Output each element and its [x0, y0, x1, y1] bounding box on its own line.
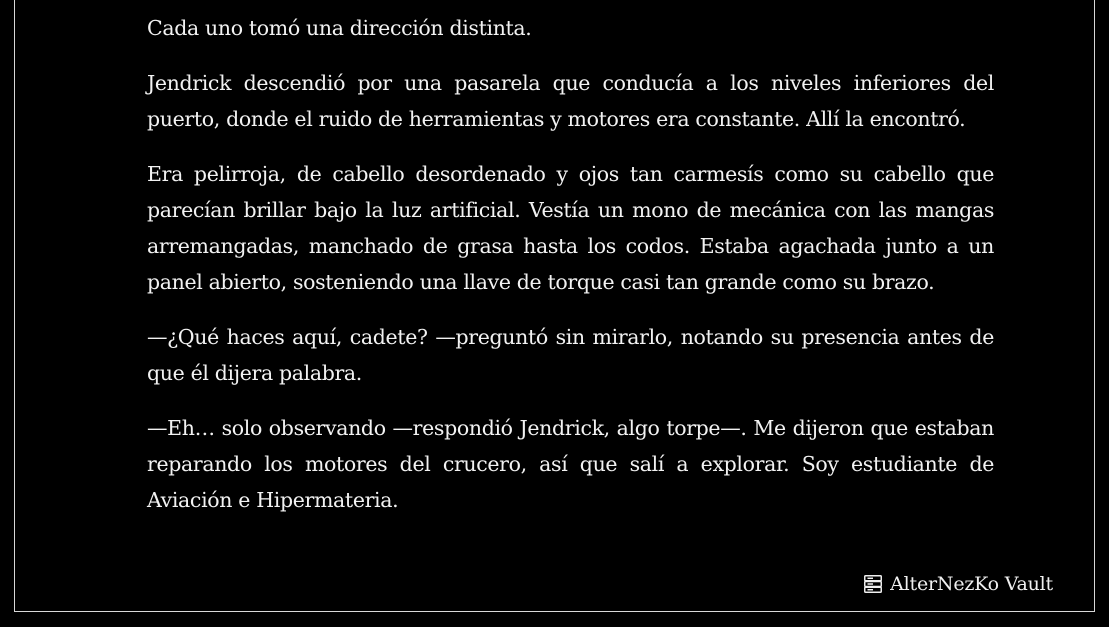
paragraph-3: Era pelirroja, de cabello desordenado y ojos tan carmesís como su cabello que parecían brillar bajo la luz artificial. Vestía un mono de mecánica con las mangas arremangadas, manchado de grasa hasta los codos. Estaba agachada junto a un panel abierto, sosteniendo una llave de torque casi tan grande como su brazo. [147, 162, 994, 294]
page-frame [14, 0, 1095, 612]
paragraph-2: Jendrick descendió por una pasarela que conducía a los niveles inferiores del puerto, donde el ruido de herramientas y motores era constante. Allí la encontró. [147, 71, 994, 131]
watermark-label: AlterNezKo Vault [890, 573, 1053, 595]
watermark [862, 573, 1053, 595]
paragraph-4: —¿Qué haces aquí, cadete? —preguntó sin mirarlo, notando su presencia antes de que él dijera palabra. [147, 325, 994, 385]
server-stack-icon [862, 573, 884, 595]
paragraph-5: —Eh… solo observando —respondió Jendrick, algo torpe—. Me dijeron que estaban reparando los motores del crucero, así que salí a explorar. Soy estudiante de Aviación e Hipermateria. [147, 416, 994, 512]
story-text [147, 10, 994, 537]
paragraph-1: Cada uno tomó una dirección distinta. [147, 16, 532, 40]
